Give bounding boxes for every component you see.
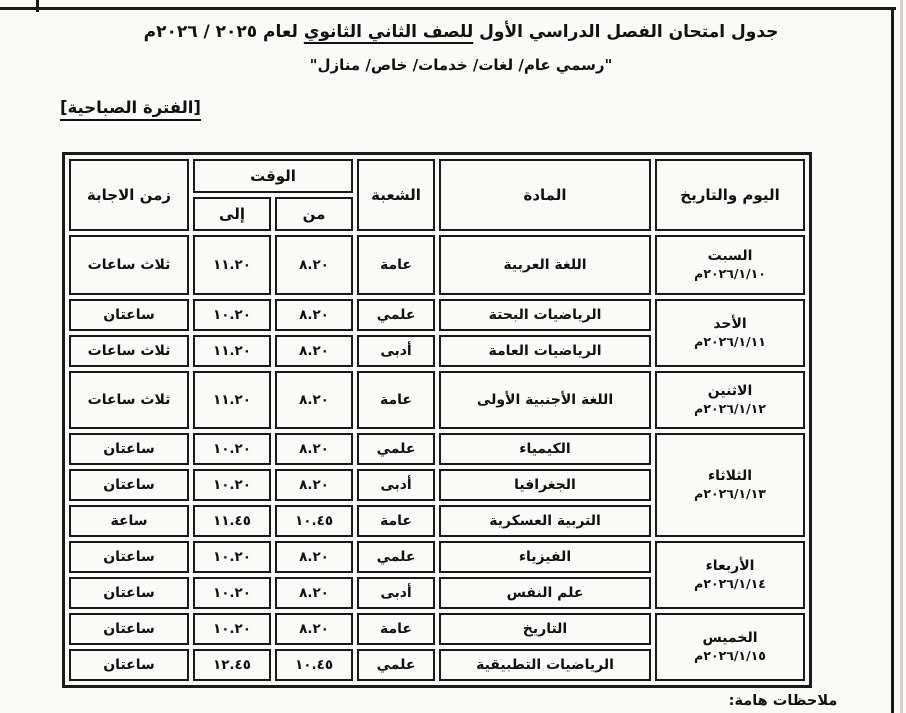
day-name: الأربعاء [705,558,755,575]
branch-cell: علمي [357,299,435,331]
table-row [69,433,805,465]
time-to-cell: ١٠.٢٠ [193,299,271,331]
duration-cell: ثلاث ساعات [69,335,189,367]
header-time-to: إلى [193,197,271,231]
header-time-from: من [275,197,353,231]
subject-cell: اللغة العربية [439,235,651,295]
duration-cell: ساعتان [69,649,189,681]
subject-cell: الرياضيات البحتة [439,299,651,331]
table-row [69,613,805,645]
time-to-cell: ١٠.٢٠ [193,613,271,645]
header-subject: المادة [439,159,651,231]
time-from-cell: ١٠.٤٥ [275,649,353,681]
title-text-underlined: للصف الثاني الثانوي [303,22,474,42]
day-name: الأحد [713,316,747,333]
title-text-post: لعام ٢٠٢٥ / ٢٠٢٦م [143,22,304,42]
day-name: الخميس [702,630,758,647]
subject-cell: الكيمياء [439,433,651,465]
header-duration: زمن الاجابة [69,159,189,231]
day-date-cell [655,433,805,537]
subject-cell: علم النفس [439,577,651,609]
table-row [69,299,805,331]
subject-cell: الرياضيات التطبيقية [439,649,651,681]
branch-cell: علمي [357,649,435,681]
duration-cell: ثلاث ساعات [69,235,189,295]
time-from-cell: ٨.٢٠ [275,541,353,573]
subject-cell: التاريخ [439,613,651,645]
duration-cell: ساعتان [69,541,189,573]
branch-cell: عامة [357,505,435,537]
table-row [69,371,805,429]
day-date: ٢٠٢٦/١/١١م [694,334,766,350]
subject-cell: التربية العسكرية [439,505,651,537]
time-to-cell: ١٠.٢٠ [193,469,271,501]
subject-cell: الفيزياء [439,541,651,573]
duration-cell: ثلاث ساعات [69,371,189,429]
right-border-line [891,7,894,713]
notes-heading: ملاحظات هامة: [728,693,838,709]
time-from-cell: ٨.٢٠ [275,335,353,367]
day-name: الثلاثاء [707,468,753,485]
day-date: ٢٠٢٦/١/١٣م [694,486,766,502]
day-date-cell [655,613,805,681]
time-from-cell: ٨.٢٠ [275,577,353,609]
header-time: الوقت [193,159,353,193]
day-date: ٢٠٢٦/١/١٥م [694,648,766,664]
exam-schedule-table [62,152,812,688]
time-to-cell: ١٠.٢٠ [193,577,271,609]
branch-cell: أدبى [357,469,435,501]
branch-cell: علمي [357,541,435,573]
day-date-cell [655,299,805,367]
branch-cell: أدبى [357,335,435,367]
duration-cell: ساعتان [69,469,189,501]
time-from-cell: ٨.٢٠ [275,433,353,465]
branch-cell: علمي [357,433,435,465]
time-to-cell: ١١.٢٠ [193,235,271,295]
header-day-date: اليوم والتاريخ [655,159,805,231]
table-row [69,235,805,295]
day-date: ٢٠٢٦/١/١٠م [694,266,766,282]
duration-cell: ساعة [69,505,189,537]
day-date: ٢٠٢٦/١/١٤م [694,576,766,592]
time-from-cell: ١٠.٤٥ [275,505,353,537]
subject-cell: اللغة الأجنبية الأولى [439,371,651,429]
duration-cell: ساعتان [69,577,189,609]
time-to-cell: ١٠.٢٠ [193,541,271,573]
day-date: ٢٠٢٦/١/١٢م [694,401,766,417]
branch-cell: عامة [357,613,435,645]
day-name: الاثنين [707,383,753,400]
time-from-cell: ٨.٢٠ [275,299,353,331]
time-from-cell: ٨.٢٠ [275,235,353,295]
duration-cell: ساعتان [69,433,189,465]
subject-cell: الرياضيات العامة [439,335,651,367]
branch-cell: عامة [357,371,435,429]
page-title [16,22,906,42]
scan-edge-shadow [900,0,903,713]
day-date-cell [655,371,805,429]
time-to-cell: ١٠.٢٠ [193,433,271,465]
time-to-cell: ١١.٢٠ [193,335,271,367]
top-tick-mark [36,0,39,12]
duration-cell: ساعتان [69,613,189,645]
subject-cell: الجغرافيا [439,469,651,501]
time-from-cell: ٨.٢٠ [275,371,353,429]
day-date-cell [655,541,805,609]
header-branch: الشعبة [357,159,435,231]
time-to-cell: ١١.٤٥ [193,505,271,537]
title-text-pre: جدول امتحان الفصل الدراسي الأول [473,22,779,42]
time-from-cell: ٨.٢٠ [275,613,353,645]
page-subtitle: "رسمي عام/ لغات/ خدمات/ خاص/ منازل" [309,56,613,74]
duration-cell: ساعتان [69,299,189,331]
day-name: السبت [707,248,753,265]
branch-cell: عامة [357,235,435,295]
table-row [69,541,805,573]
header-row-1 [69,159,805,193]
time-to-cell: ١٢.٤٥ [193,649,271,681]
branch-cell: أدبى [357,577,435,609]
period-label: [الفترة الصباحية] [60,98,201,117]
top-border-line [0,7,896,10]
time-to-cell: ١١.٢٠ [193,371,271,429]
day-date-cell [655,235,805,295]
time-from-cell: ٨.٢٠ [275,469,353,501]
